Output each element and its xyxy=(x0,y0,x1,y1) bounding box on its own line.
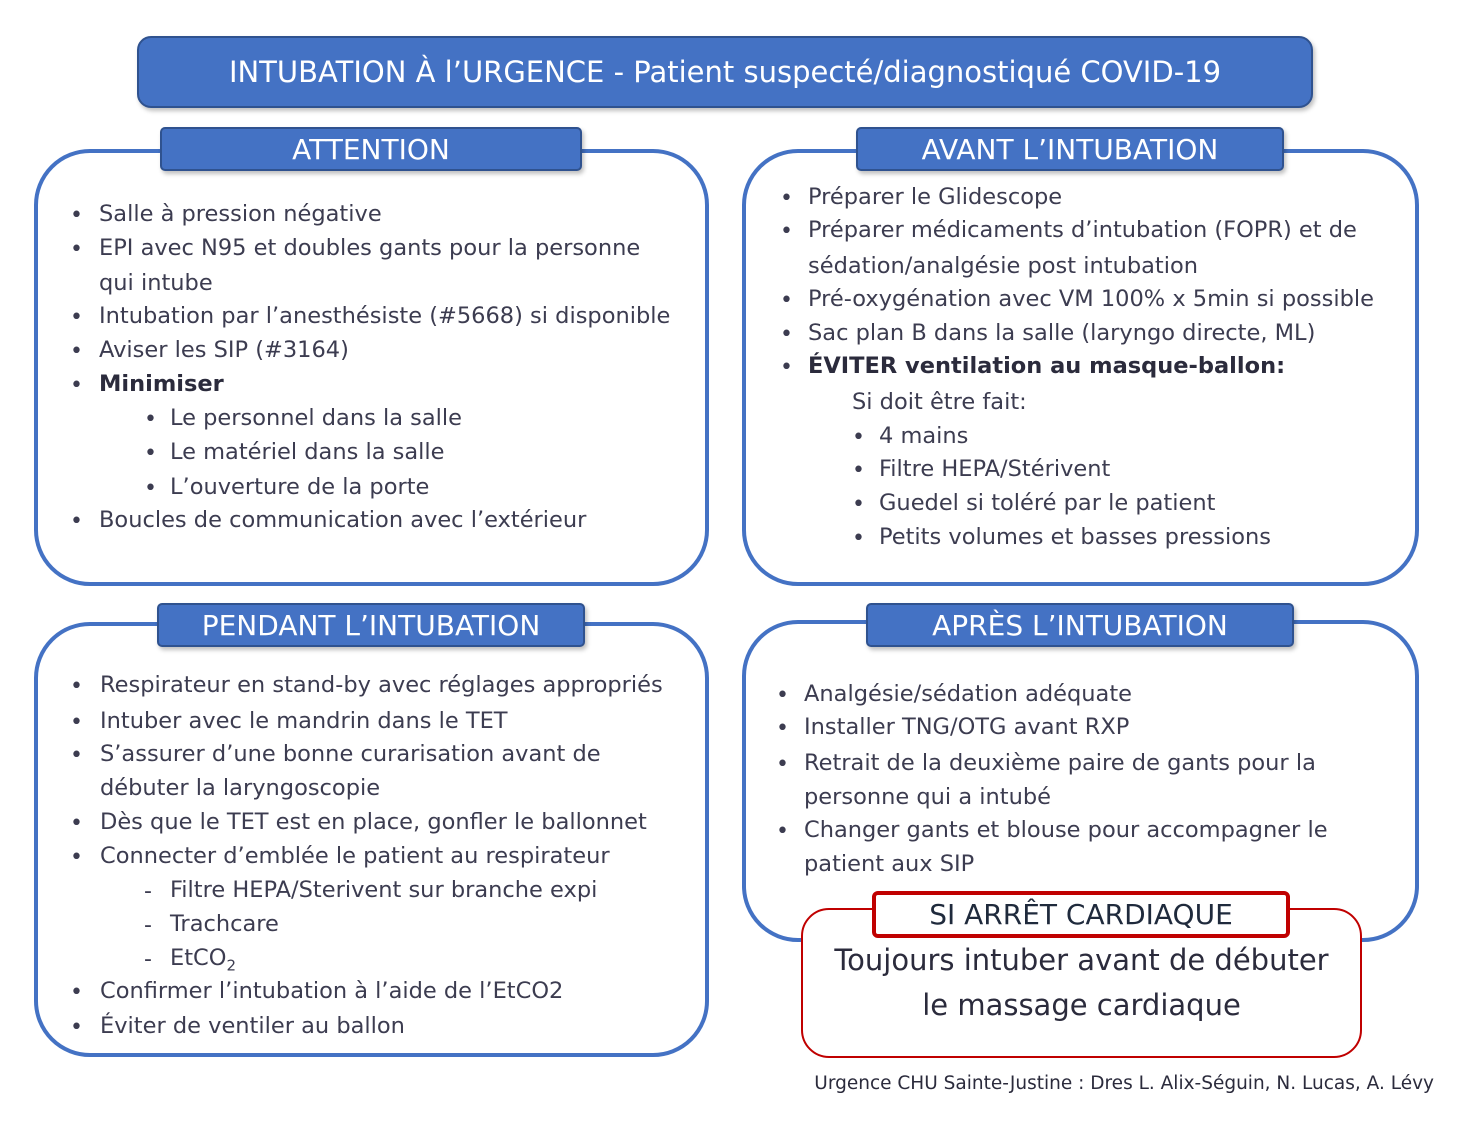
attention-header: ATTENTION xyxy=(160,127,582,171)
bullet-icon: • xyxy=(852,425,865,450)
attention-subitem-1: Le personnel dans la salle xyxy=(170,405,463,431)
bullet-icon: • xyxy=(852,492,865,517)
attention-item-5: Minimiser xyxy=(99,371,224,397)
apres-item-1: Analgésie/sédation adéquate xyxy=(804,681,1133,707)
avant-item-2: Préparer médicaments d’intubation (FOPR) et de xyxy=(808,217,1357,243)
attention-item-6: Boucles de communication avec l’extérieur xyxy=(99,507,587,533)
bullet-icon: • xyxy=(70,1015,83,1040)
bullet-icon: • xyxy=(776,683,789,708)
apres-item-3-cont: personne qui a intubé xyxy=(804,784,1051,810)
bullet-icon: • xyxy=(70,509,83,534)
dash-icon: - xyxy=(144,879,152,904)
bullet-icon: • xyxy=(776,752,789,777)
bullet-icon: • xyxy=(70,710,83,735)
page-title: INTUBATION À l’URGENCE - Patient suspecté/diagnostiqué COVID-19 xyxy=(137,36,1313,108)
avant-header: AVANT L’INTUBATION xyxy=(856,127,1284,171)
attention-item-1: Salle à pression négative xyxy=(99,201,382,227)
bullet-icon: • xyxy=(776,819,789,844)
attention-subitem-3: L’ouverture de la porte xyxy=(170,474,430,500)
avant-item-1: Préparer le Glidescope xyxy=(808,184,1063,210)
bullet-icon: • xyxy=(70,339,83,364)
avant-item-5: ÉVITER ventilation au masque-ballon: xyxy=(808,353,1286,379)
dash-icon: - xyxy=(144,913,152,938)
bullet-icon: • xyxy=(144,407,157,432)
bullet-icon: • xyxy=(70,373,83,398)
attention-item-2-cont: qui intube xyxy=(99,270,213,296)
bullet-icon: • xyxy=(780,322,793,347)
pendant-item-5: Connecter d’emblée le patient au respirateur xyxy=(100,843,610,869)
avant-item-2-cont: sédation/analgésie post intubation xyxy=(808,253,1199,279)
avant-subitem-4: Petits volumes et basses pressions xyxy=(879,524,1271,550)
footer-credit: Urgence CHU Sainte-Justine : Dres L. Alix-Séguin, N. Lucas, A. Lévy xyxy=(814,1073,1434,1094)
pendant-item-1: Respirateur en stand-by avec réglages appropriés xyxy=(100,672,663,698)
apres-item-3: Retrait de la deuxième paire de gants pour la xyxy=(804,750,1316,776)
attention-item-2: EPI avec N95 et doubles gants pour la personne xyxy=(99,235,641,261)
apres-header: APRÈS L’INTUBATION xyxy=(866,603,1294,647)
apres-item-4: Changer gants et blouse pour accompagner le xyxy=(804,817,1328,843)
bullet-icon: • xyxy=(70,743,83,768)
bullet-icon: • xyxy=(70,203,83,228)
bullet-icon: • xyxy=(144,441,157,466)
avant-item-4: Sac plan B dans la salle (laryngo directe, ML) xyxy=(808,320,1316,346)
pendant-item-6: Confirmer l’intubation à l’aide de l’EtCO2 xyxy=(100,978,564,1004)
apres-item-4-cont: patient aux SIP xyxy=(804,851,975,877)
bullet-icon: • xyxy=(780,288,793,313)
bullet-icon: • xyxy=(780,219,793,244)
arret-line-1: Toujours intuber avant de débuter xyxy=(834,943,1329,977)
pendant-item-7: Éviter de ventiler au ballon xyxy=(100,1013,405,1039)
dash-icon: - xyxy=(144,947,152,972)
bullet-icon: • xyxy=(780,355,793,380)
bullet-icon: • xyxy=(70,237,83,262)
bullet-icon: • xyxy=(70,980,83,1005)
bullet-icon: • xyxy=(780,186,793,211)
etco-subscript: 2 xyxy=(226,956,237,975)
bullet-icon: • xyxy=(776,716,789,741)
bullet-icon: • xyxy=(852,526,865,551)
avant-subitem-2: Filtre HEPA/Stérivent xyxy=(879,456,1111,482)
arret-line-2: le massage cardiaque xyxy=(922,988,1241,1022)
avant-note: Si doit être fait: xyxy=(852,389,1027,415)
attention-item-3: Intubation par l’anesthésiste (#5668) si disponible xyxy=(99,303,671,329)
arret-header: SI ARRÊT CARDIAQUE xyxy=(872,891,1290,938)
pendant-item-3: S’assurer d’une bonne curarisation avant de xyxy=(100,741,601,767)
bullet-icon: • xyxy=(70,845,83,870)
bullet-icon: • xyxy=(70,811,83,836)
etco-text: EtCO xyxy=(170,945,227,971)
avant-subitem-1: 4 mains xyxy=(879,423,969,449)
apres-item-2: Installer TNG/OTG avant RXP xyxy=(804,714,1130,740)
avant-item-3: Pré-oxygénation avec VM 100% x 5min si possible xyxy=(808,286,1374,312)
bullet-icon: • xyxy=(70,305,83,330)
pendant-subitem-2: Trachcare xyxy=(170,911,279,937)
pendant-item-4: Dès que le TET est en place, gonfler le ballonnet xyxy=(100,809,647,835)
bullet-icon: • xyxy=(144,476,157,501)
attention-subitem-2: Le matériel dans la salle xyxy=(170,439,445,465)
pendant-item-3-cont: débuter la laryngoscopie xyxy=(100,775,381,801)
pendant-subitem-1: Filtre HEPA/Sterivent sur branche expi xyxy=(170,877,598,903)
attention-item-4: Aviser les SIP (#3164) xyxy=(99,337,349,363)
bullet-icon: • xyxy=(852,458,865,483)
pendant-subitem-3 xyxy=(170,945,236,975)
pendant-header: PENDANT L’INTUBATION xyxy=(157,603,585,647)
bullet-icon: • xyxy=(70,674,83,699)
pendant-item-2: Intuber avec le mandrin dans le TET xyxy=(100,708,508,734)
avant-subitem-3: Guedel si toléré par le patient xyxy=(879,490,1216,516)
